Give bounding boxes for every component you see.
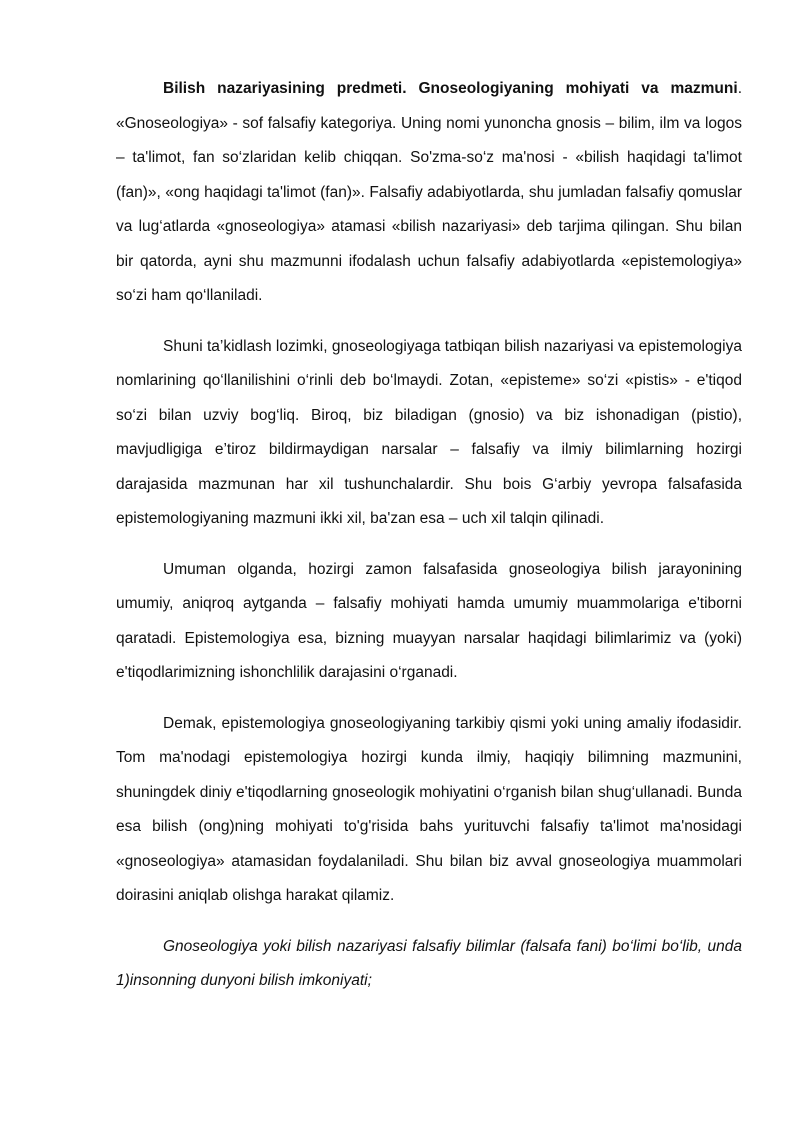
paragraph-4: Demak, epistemologiya gnoseologiyaning tarkibiy qismi yoki uning amaliy ifodasidir. Tom ma'nodagi epistemologiya hozirgi kunda ilmiy, haqiqiy bilimning mazmunini, shuningdek diniy e'tiqodlarning gnoseologik mohiyatini o‘rganish bilan shug‘ullanadi. Bunda esa bilish (ong)ning mohiyati to'g'risida bahs yurituvchi falsafiy ta'limot ma'nosidagi «gnoseologiya» atamasidan foydalaniladi. Shu bilan biz avval gnoseologiya muammolari doirasini aniqlab olishga harakat qilamiz. — [116, 714, 742, 904]
paragraph-2: Shuni ta’kidlash lozimki, gnoseologiyaga tatbiqan bilish nazariyasi va epistemologiya nomlarining qo‘llanilishini o‘rinli deb bo‘lmaydi. Zotan, «episteme» so‘zi «pistis» - e'tiqod so‘zi bilan uzviy bog‘liq. Biroq, biz biladigan (gnosio) va biz ishonadigan (pistio), mavjudligiga e’tiroz bildirmaydigan narsalar – falsafiy va ilmiy bilimlarning hozirgi darajasida mazmunan har xil tushunchalardir. Shu bois G‘arbiy yevropa falsafasida epistemologiyaning mazmuni ikki xil, ba'zan esa – uch xil talqin qilinadi. — [116, 337, 742, 527]
paragraph-5: Gnoseologiya yoki bilish nazariyasi falsafiy bilimlar (falsafa fani) bo‘limi bo‘lib, unda 1)insonning dunyoni bilish imkoniyati; — [116, 937, 742, 989]
heading-period: . — [737, 80, 742, 97]
paragraph-1-text: «Gnoseologiya» - sof falsafiy kategoriya. Uning nomi yunoncha gnosis – bilim, ilm va logos – ta'limot, fan so‘zlaridan kelib chiqqan. So'zma-so‘z ma'nosi - «bilish haqidagi ta'limot (fan)», «ong haqidagi ta'limot (fan)». Falsafiy adabiyotlarda, shu jumladan falsafiy qomuslar va lug‘atlarda «gnoseologiya» atamasi «bilish nazariyasi» deb tarjima qilingan. Shu bilan bir qatorda, ayni shu mazmunni ifodalash uchun falsafiy adabiyotlarda «epistemologiya» so‘zi ham qo‘llaniladi. — [116, 114, 742, 304]
paragraph-3: Umuman olganda, hozirgi zamon falsafasida gnoseologiya bilish jarayonining umumiy, aniqroq aytganda – falsafiy mohiyati hamda umumiy muammolariga e'tiborni qaratadi. Epistemologiya esa, bizning muayyan narsalar haqidagi bilimlarimiz va (yoki) e'tiqodlarimizning ishonchlilik darajasini o‘rganadi. — [116, 560, 742, 681]
section-heading: Bilish nazariyasining predmeti. Gnoseologiyaning mohiyati va mazmuni — [163, 80, 738, 97]
document-page — [116, 72, 742, 1015]
paragraph-1 — [116, 72, 742, 314]
